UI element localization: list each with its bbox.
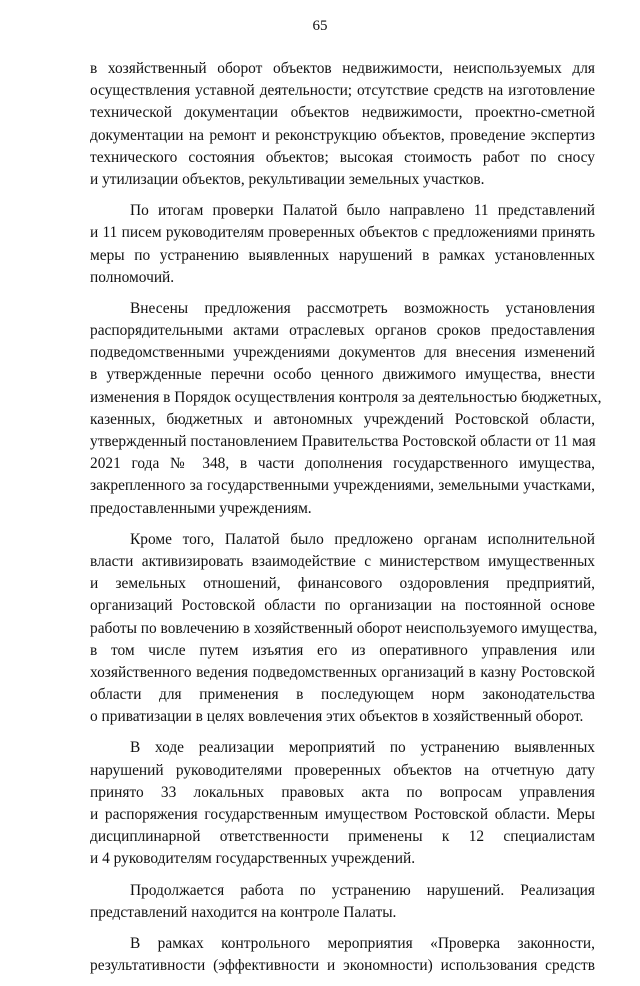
paragraph — [90, 529, 598, 729]
text-line: казенных, бюджетных и автономных учреждений Ростовской области, — [90, 410, 595, 428]
text-line: Кроме того, Палатой было предложено органам исполнительной — [130, 530, 595, 548]
text-line: и земельных отношений, финансового оздоровления предприятий, — [90, 575, 595, 593]
text-line: и 4 руководителям государственных учреждений. — [90, 850, 416, 868]
text-line: в том числе путем изъятия его из оперативного управления или — [90, 641, 595, 659]
paragraph — [90, 933, 595, 977]
text-line: меры по устранению выявленных нарушений в рамках установленных — [90, 246, 595, 264]
text-line: нарушений руководителями проверенных объектов на отчетную дату — [90, 761, 595, 779]
paragraph — [90, 880, 595, 924]
paragraph — [90, 298, 602, 520]
text-line: технической документации объектов недвижимости, проектно-сметной — [90, 104, 595, 122]
page-number: 65 — [312, 18, 328, 34]
text-line: в хозяйственный оборот объектов недвижимости, неиспользуемых для — [90, 60, 595, 77]
text-line: В ходе реализации мероприятий по устранению выявленных — [130, 739, 595, 757]
text-line: власти активизировать взаимодействие с министерством имущественных — [90, 552, 595, 570]
text-line: и распоряжения государственным имуществом Ростовской области. Меры — [90, 806, 595, 823]
text-line: и 11 писем руководителям проверенных объектов с предложениями принять — [90, 224, 595, 242]
text-line: технического состояния объектов; высокая стоимость работ по сносу — [90, 148, 595, 166]
paragraph — [90, 737, 595, 870]
text-line: в утвержденные перечни особо ценного движимого имущества, внести — [90, 366, 595, 384]
text-line: подведомственными учреждениями документов для внесения изменений — [90, 344, 595, 362]
text-line: дисциплинарной ответственности применены к 12 специалистам — [90, 828, 595, 846]
text-line: полномочий. — [90, 268, 175, 286]
text-line: По итогам проверки Палатой было направлено 11 представлений — [130, 202, 595, 220]
text-line: В рамках контрольного мероприятия «Проверка законности, — [130, 934, 595, 952]
document-body — [90, 58, 602, 986]
text-line: организаций Ростовской области по организации на постоянной основе — [90, 597, 595, 615]
text-line: изменения в Порядок осуществления контроля за деятельностью бюджетных, — [90, 388, 602, 406]
text-line: утвержденный постановлением Правительства Ростовской области от 11 мая — [90, 433, 596, 450]
text-line: результативности (эффективности и экономности) использования средств — [90, 957, 595, 975]
text-line: предоставленными учреждениям. — [90, 499, 312, 517]
text-line: распорядительными актами отраслевых органов сроков предоставления — [90, 322, 595, 340]
text-line: 2021 года № 348, в части дополнения государственного имущества, — [90, 455, 595, 473]
paragraph — [90, 58, 595, 191]
text-line: принято 33 локальных правовых акта по вопросам управления — [90, 783, 595, 801]
text-line: закрепленного за государственными учреждениями, земельными участками, — [90, 477, 595, 495]
text-line: области для применения в последующем норм законодательства — [90, 686, 595, 704]
text-line: документации на ремонт и реконструкцию объектов, проведение экспертиз — [90, 126, 595, 144]
text-line: работы по вовлечению в хозяйственный оборот неиспользуемого имущества, — [90, 619, 598, 637]
text-line: и утилизации объектов, рекультивации земельных участков. — [90, 170, 485, 188]
text-line: Внесены предложения рассмотреть возможность установления — [130, 299, 595, 317]
text-line: хозяйственного ведения подведомственных организаций в казну Ростовской — [90, 663, 595, 681]
text-line: представлений находится на контроле Палаты. — [90, 903, 397, 921]
text-line: осуществления уставной деятельности; отсутствие средств на изготовление — [90, 82, 595, 100]
paragraph — [90, 200, 595, 289]
text-line: Продолжается работа по устранению нарушений. Реализация — [130, 881, 595, 899]
text-line: о приватизации в целях вовлечения этих объектов в хозяйственный оборот. — [90, 708, 584, 726]
